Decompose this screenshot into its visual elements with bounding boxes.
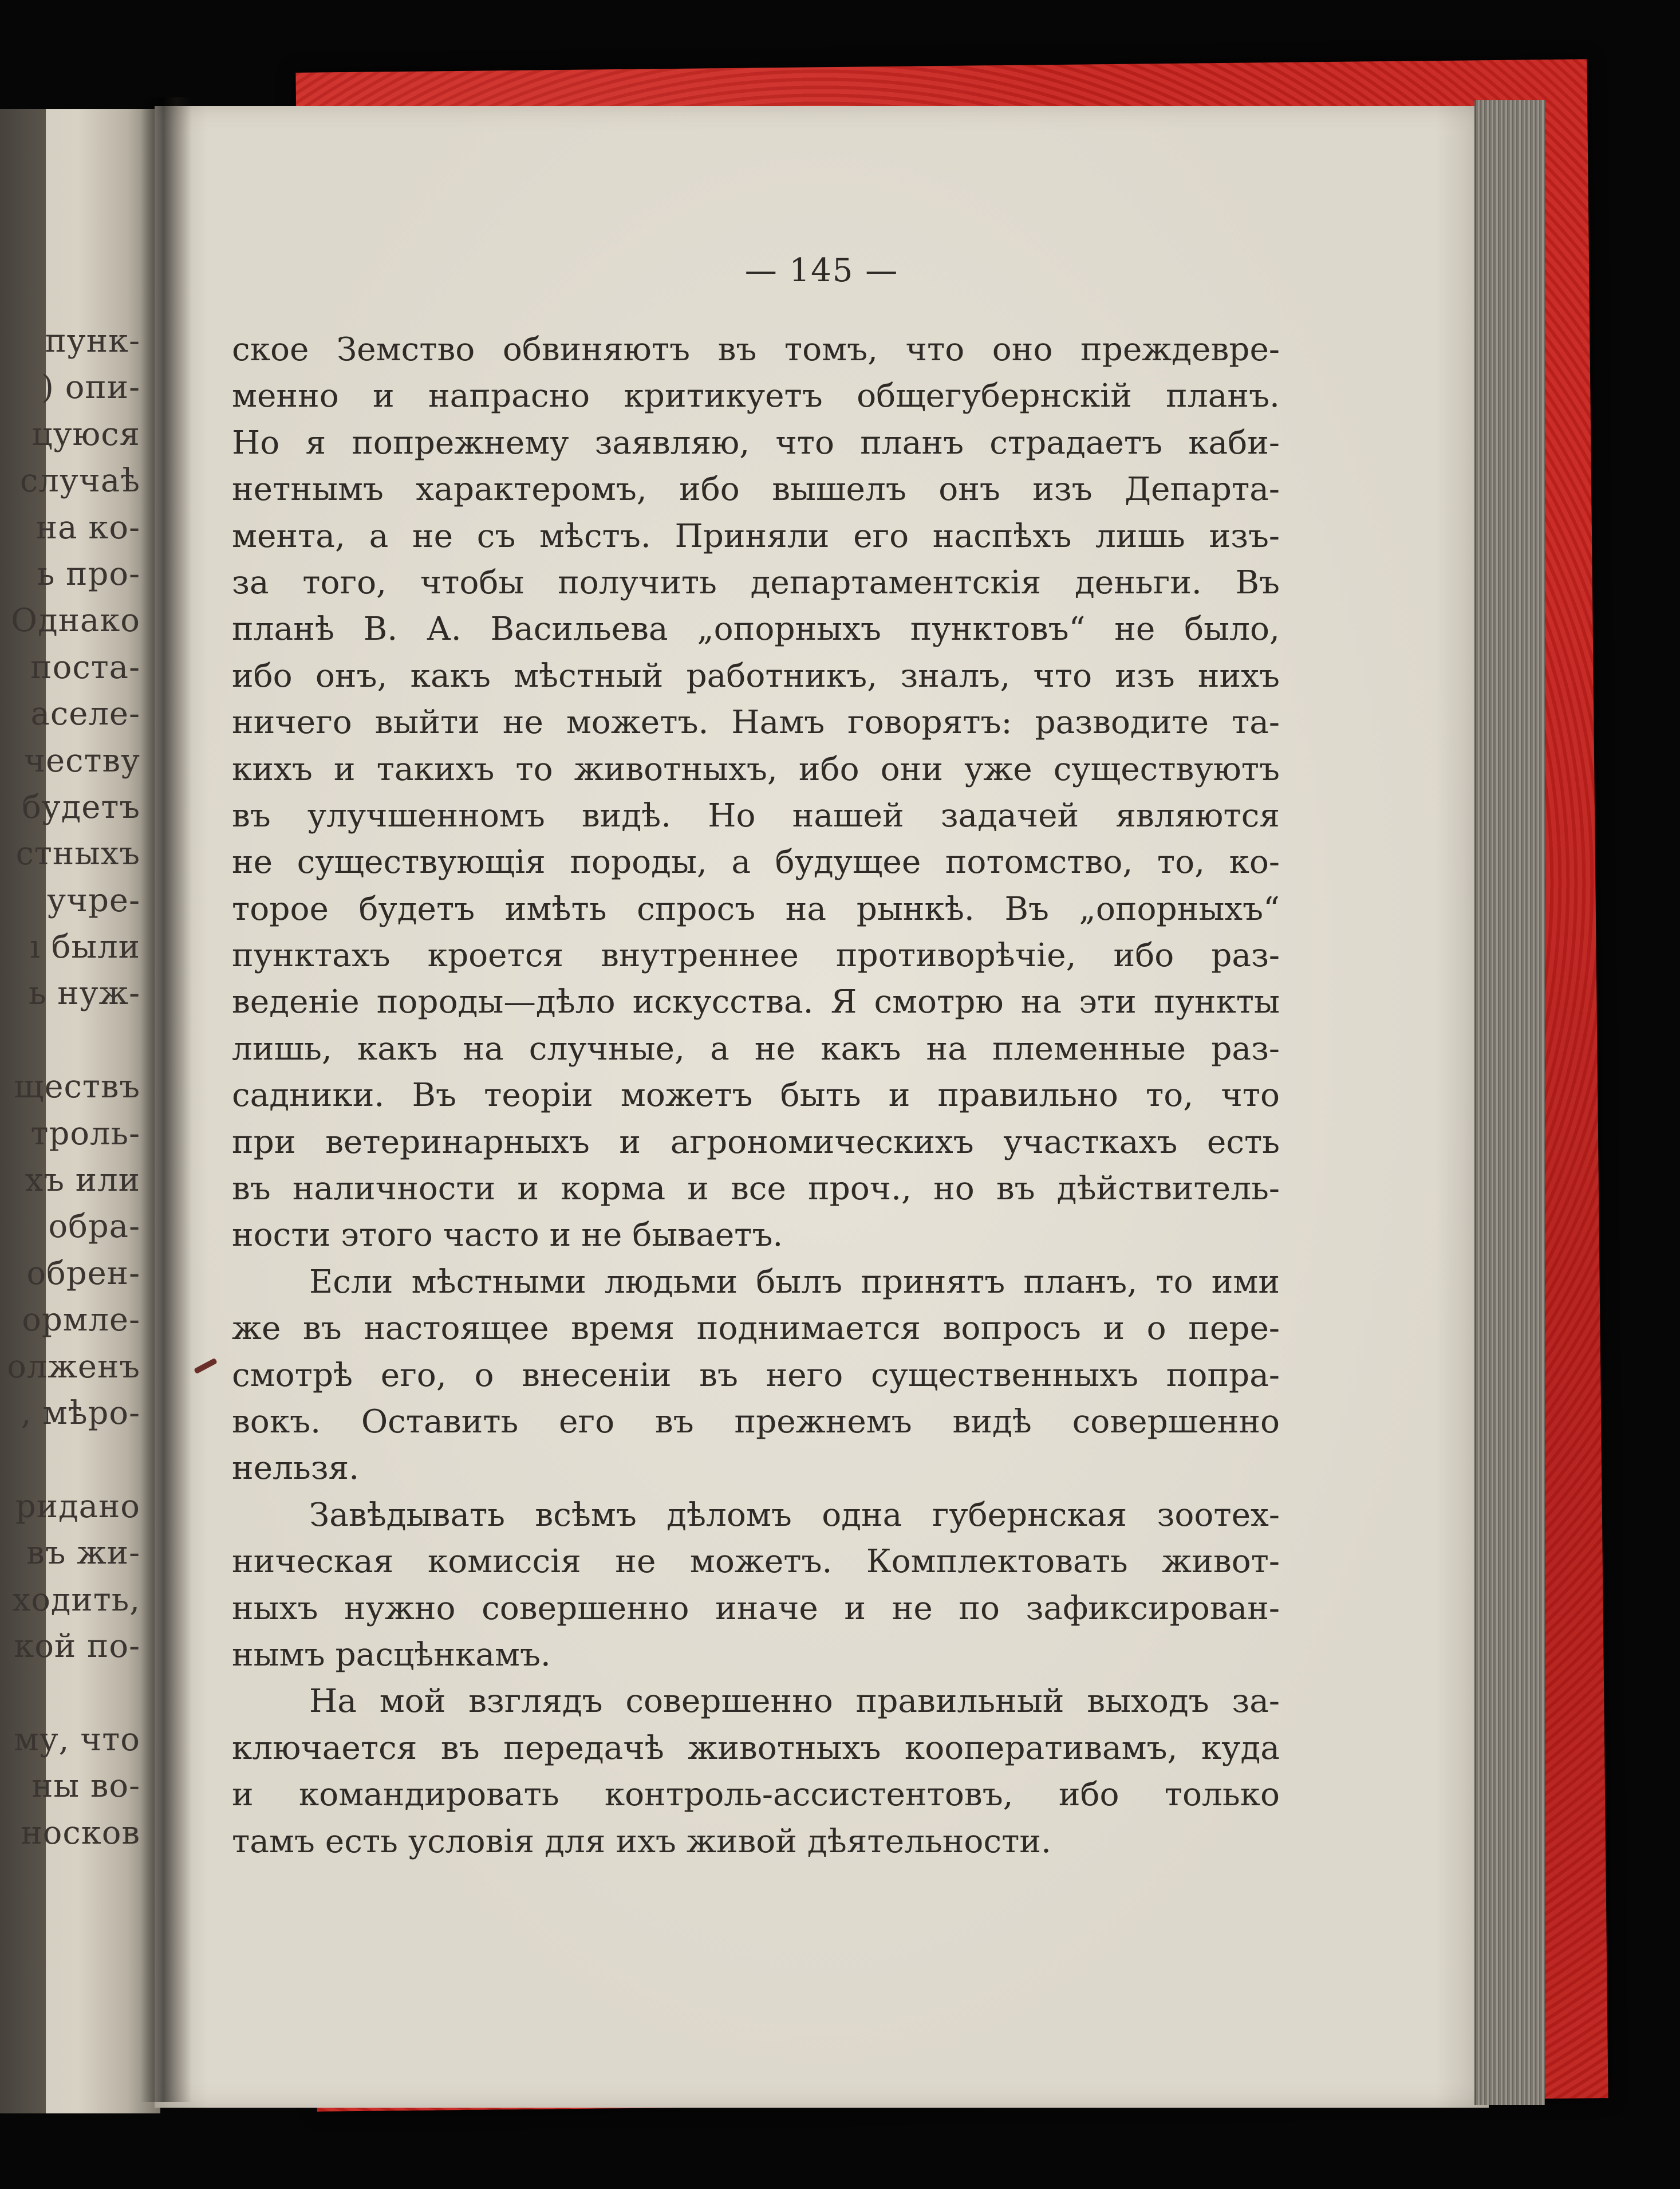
text-line: ключается въ передачѣ животныхъ кооперативамъ, куда — [232, 1729, 1280, 1767]
text-line: же въ настоящее время поднимается вопросъ и о пере- — [232, 1310, 1280, 1348]
text-line: смотрѣ его, о внесеніи въ него существенныхъ попра- — [232, 1356, 1280, 1394]
page-number: — 145 — — [744, 252, 899, 289]
text-line: ныхъ нужно совершенно иначе и не по зафиксирован- — [232, 1589, 1280, 1627]
left-page-fragment: ны во- — [31, 1767, 140, 1805]
left-page-fragment: ) опи- — [41, 369, 140, 407]
left-page-fragment: хъ или — [25, 1162, 140, 1199]
left-page-fragment: , мѣро- — [21, 1394, 140, 1432]
left-page-fragment: носков — [21, 1814, 140, 1852]
left-page-fragment: поста- — [30, 648, 140, 686]
text-line: ности этого часто и не бываетъ. — [232, 1216, 783, 1254]
left-page-fragment: троль- — [30, 1115, 140, 1152]
text-line: ническая комиссія не можетъ. Комплектовать живот- — [232, 1543, 1280, 1581]
left-page-fragment — [0, 1436, 140, 1483]
text-line: пунктахъ кроется внутреннее противорѣчіе, ибо раз- — [232, 937, 1280, 975]
left-page-fragment: Однако — [11, 602, 140, 640]
text-line: въ улучшенномъ видѣ. Но нашей задачей являются — [232, 797, 1280, 834]
text-line: и командировать контроль-ассистентовъ, ибо только — [232, 1776, 1280, 1814]
left-page-fragment — [0, 1670, 140, 1716]
text-line: планѣ В. А. Васильева „опорныхъ пунктовъ“ не было, — [232, 611, 1280, 648]
page-body-text — [232, 326, 1280, 1865]
left-page-fragment: стныхъ — [15, 835, 140, 873]
left-page-fragment: пунк- — [45, 322, 140, 360]
left-page-fragment: аселе- — [30, 695, 140, 733]
text-line: нетнымъ характеромъ, ибо вышелъ онъ изъ Департа- — [232, 471, 1280, 509]
text-line: мента, а не съ мѣстъ. Приняли его наспѣхъ лишь изъ- — [232, 517, 1280, 555]
text-line: лишь, какъ на случные, а не какъ на племенные раз- — [232, 1030, 1280, 1068]
text-line: кихъ и такихъ то животныхъ, ибо они уже существуютъ — [232, 750, 1280, 788]
left-page-fragment: обра- — [48, 1208, 140, 1246]
book-gutter-shadow — [140, 97, 192, 2102]
text-line: На мой взглядъ совершенно правильный выходъ за- — [309, 1683, 1280, 1721]
left-page-fragment — [0, 1017, 140, 1064]
left-page-fragment: цуюся — [31, 415, 140, 453]
text-line: ничего выйти не можетъ. Намъ говорятъ: разводите та- — [232, 704, 1280, 742]
text-line: менно и напрасно критикуетъ общегубернскій планъ. — [232, 377, 1280, 415]
left-page-fragment: учре- — [47, 881, 140, 919]
text-line: нельзя. — [232, 1450, 360, 1487]
text-line: нымъ расцѣнкамъ. — [232, 1636, 551, 1674]
text-line: ибо онъ, какъ мѣстный работникъ, зналъ, что изъ нихъ — [232, 657, 1280, 695]
text-line: Но я попрежнему заявляю, что планъ страдаетъ каби- — [232, 424, 1280, 462]
left-page-fragment: кой по- — [14, 1627, 140, 1665]
paragraph — [232, 1678, 1280, 1865]
text-line: торое будетъ имѣть спросъ на рынкѣ. Въ „опорныхъ“ — [232, 890, 1280, 928]
left-page-fragment: ь про- — [37, 555, 140, 593]
left-page-fragment: случаѣ — [19, 462, 140, 500]
text-line: не существующія породы, а будущее потомство, то, ко- — [232, 844, 1280, 881]
text-line: Если мѣстными людьми былъ принятъ планъ, то ими — [309, 1263, 1280, 1301]
text-line: вокъ. Оставить его въ прежнемъ видѣ совершенно — [232, 1403, 1280, 1440]
text-line: за того, чтобы получить департаментскія деньги. Въ — [232, 564, 1280, 601]
left-page-fragment: честву — [24, 742, 140, 779]
left-page-fragment: на ко- — [36, 509, 140, 546]
left-page-fragment: ходить, — [12, 1581, 140, 1619]
text-line: въ наличности и корма и все проч., но въ дѣйствитель- — [232, 1170, 1280, 1208]
page-edges — [1474, 100, 1545, 2105]
paragraph — [232, 1492, 1280, 1679]
text-line: при ветеринарныхъ и агрономическихъ участкахъ есть — [232, 1123, 1280, 1161]
text-line: ское Земство обвиняютъ въ томъ, что оно преждевре- — [232, 331, 1280, 368]
left-page-fragment: ормле- — [22, 1301, 140, 1339]
left-page-fragment: ществъ — [14, 1068, 140, 1106]
left-page-fragment: му, что — [14, 1721, 140, 1758]
text-line: тамъ есть условія для ихъ живой дѣятельности. — [232, 1822, 1051, 1860]
text-line: веденіе породы—дѣло искусства. Я смотрю на эти пункты — [232, 983, 1280, 1021]
left-page-fragment: будетъ — [22, 788, 140, 826]
paragraph — [232, 326, 1280, 1259]
left-page-text-fragments — [0, 318, 140, 1856]
text-line: Завѣдывать всѣмъ дѣломъ одна губернская зоотех- — [309, 1496, 1280, 1534]
text-line: садники. Въ теоріи можетъ быть и правильно то, что — [232, 1077, 1280, 1115]
paragraph — [232, 1259, 1280, 1492]
left-page-fragment: ı были — [30, 928, 140, 966]
left-page-fragment: обрен- — [26, 1254, 140, 1292]
left-page-fragment: олженъ — [7, 1348, 140, 1385]
left-page-fragment: ь нуж- — [29, 975, 140, 1013]
left-page-fragment: въ жи- — [26, 1534, 140, 1572]
left-page-fragment: ридано — [15, 1487, 140, 1525]
